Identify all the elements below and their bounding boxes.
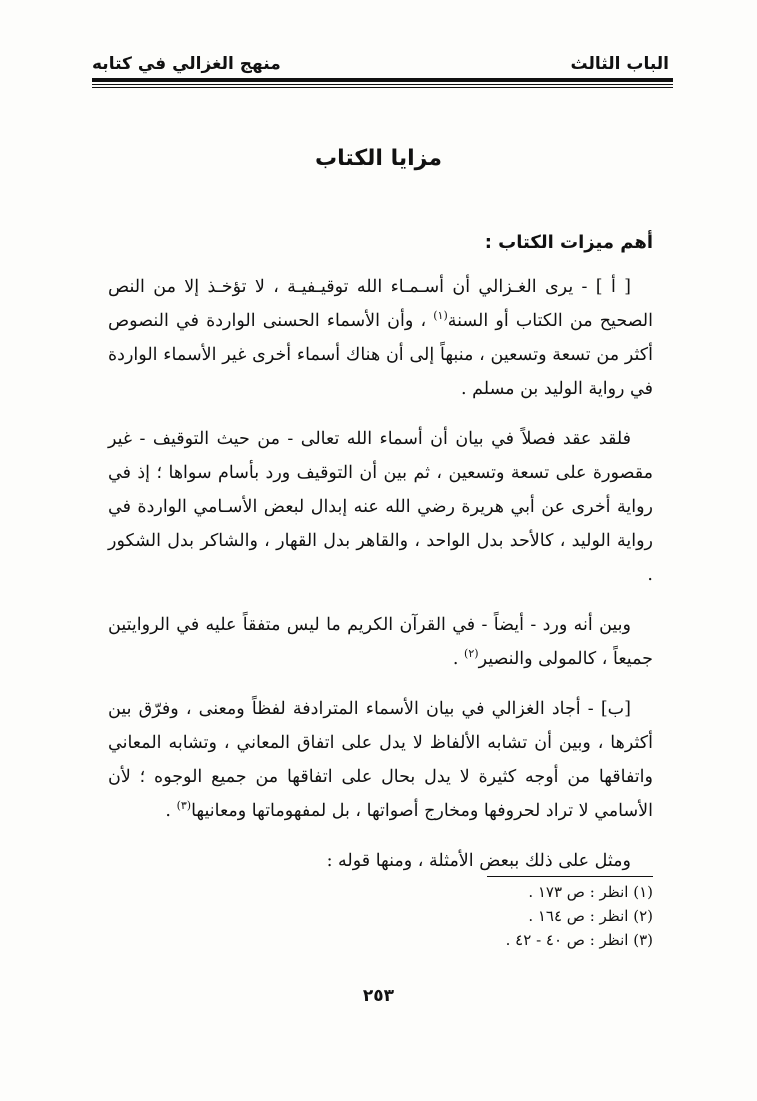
paragraph: [ أ ] - يرى الغـزالي أن أسـمـاء الله توقيـفيـة ، لا تؤخـذ إلا من النص الصحيح من الكتاب أو السنة$^{(١)}$ ، وأن الأسماء الحسنى الواردة في النصوص أكثر من تسعة وتسعين ، منبهاً إلى أن هناك أسماء أخرى غير الأسماء الواردة في رواية الوليد بن مسلم .: [108, 277, 653, 399]
footnote: (٢) انظر : ص ١٦٤ .: [528, 907, 653, 925]
paragraph: [ب] - أجاد الغزالي في بيان الأسماء المترادفة لفظاً ومعنى ، وفرّق بين أكثرها ، وبين أن تشابه الألفاظ لا يدل على اتفاق المعاني ، وتشابه المعاني واتفاقها من أوجه كثيرة لا يدل بحال على اتفاقها من جميع الوجوه ؛ لأن الأسامي لا تراد لحروفها ومخارج أصواتها ، بل لمفهوماتها ومعانيها$^{(٣)}$ .: [108, 699, 653, 821]
paragraph: فلقد عقد فصلاً في بيان أن أسماء الله تعالى - من حيث التوقيف - غير مقصورة على تسعة وتسعين ، ثم بين أن التوقيف ورد بأسام سواها ؛ إذ في رواية أخرى عن أبي هريرة رضي الله عنه إبدال لبعض الأسـامي الواردة في رواية الوليد ، كالأحد بدل الواحد ، والقاهر بدل القهار ، والشاكر بدل الشكور .: [108, 429, 653, 585]
footnote: (١) انظر : ص ١٧٣ .: [528, 883, 653, 901]
page-title: مزايا الكتاب: [315, 146, 442, 171]
footnote-marker: (٢): [464, 647, 479, 661]
header-divider: [92, 78, 673, 94]
paragraph: وبين أنه ورد - أيضاً - في القرآن الكريم ما ليس متفقاً عليه في الروايتين جميعاً ، كالمولى والنصير$^{(٢)}$ .: [108, 615, 653, 669]
footnote-marker: (١): [433, 309, 448, 323]
section-heading: أهم ميزات الكتاب :: [484, 232, 653, 253]
header-chapter: الباب الثالث: [570, 54, 669, 74]
footnote: (٣) انظر : ص ٤٠ - ٤٢ .: [505, 931, 653, 949]
footnote-marker: (٣): [176, 799, 192, 813]
paragraph: ومثل على ذلك ببعض الأمثلة ، ومنها قوله :: [326, 851, 631, 871]
header-book-title: منهج الغزالي في كتابه: [92, 54, 281, 74]
footnotes: [506, 880, 653, 952]
page-number: ٢٥٣: [362, 986, 395, 1006]
running-header: [92, 40, 669, 74]
body-text: [108, 270, 653, 878]
footnote-divider: [487, 876, 653, 877]
